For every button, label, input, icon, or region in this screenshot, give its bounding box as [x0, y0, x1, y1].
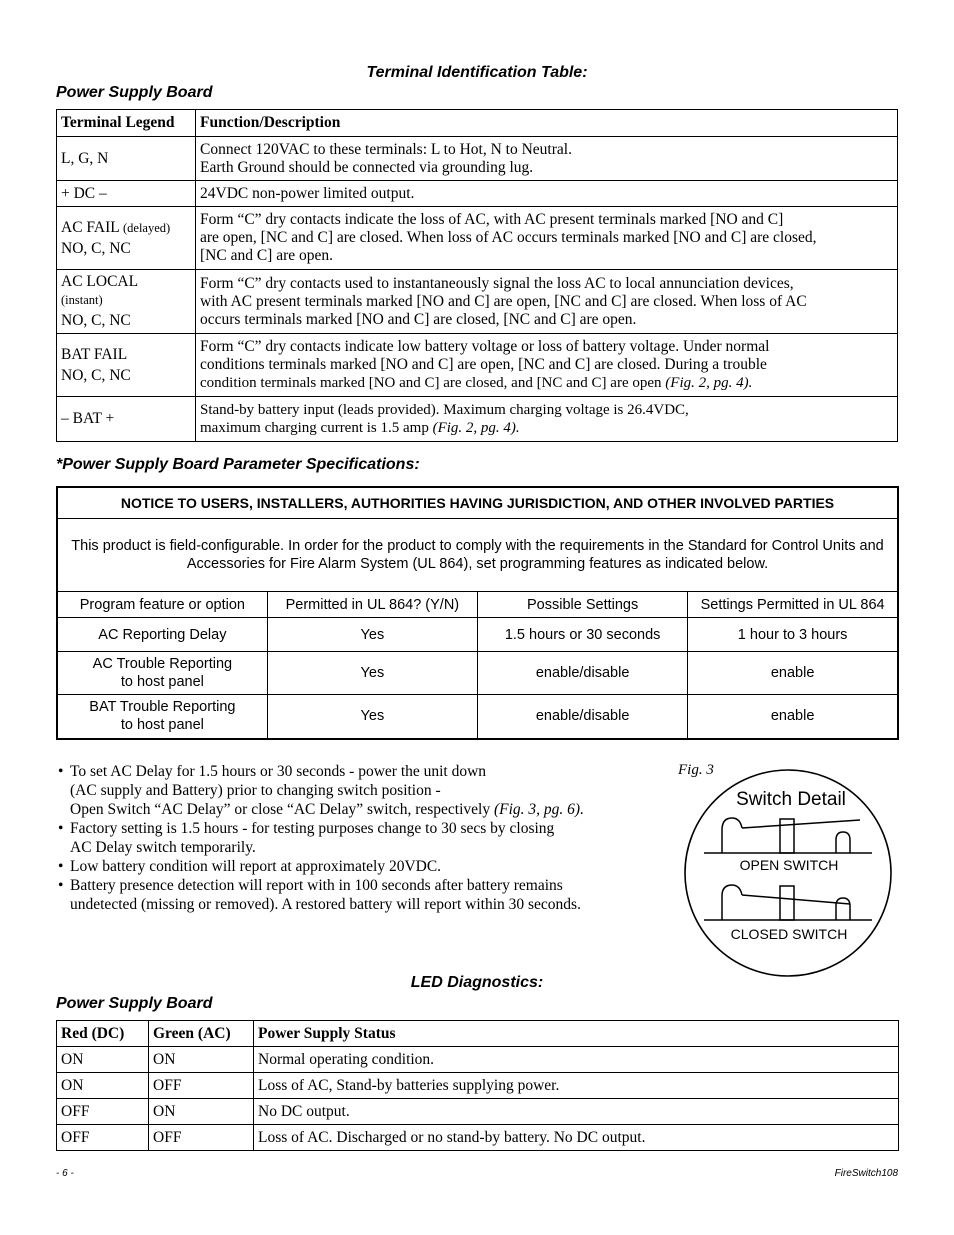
legend-cell	[57, 137, 196, 181]
green-led-cell: ON	[149, 1099, 254, 1125]
red-led-cell: OFF	[57, 1125, 149, 1151]
description-line: Form “C” dry contacts used to instantaneously signal the loss AC to local annunciation devices,	[200, 274, 794, 292]
legend-note: (delayed)	[123, 220, 171, 235]
legend-main: BAT FAIL	[61, 345, 128, 363]
list-item: • Battery presence detection will report with in 100 seconds after battery remains undetected (missing or removed). A restored battery will report within 30 seconds.	[58, 877, 581, 913]
green-led-cell: ON	[149, 1047, 254, 1073]
figure-title: Switch Detail	[736, 789, 846, 810]
led-diagnostics-table	[56, 1020, 899, 1151]
legend-cell	[57, 334, 196, 397]
legend-cell	[57, 207, 196, 270]
description-cell	[196, 181, 898, 207]
table-row	[57, 207, 898, 270]
header-status: Power Supply Status	[254, 1021, 899, 1047]
possible-cell: enable/disable	[478, 652, 688, 695]
ul-setting-cell: enable	[688, 652, 898, 695]
table-row	[57, 618, 898, 652]
table-header-row	[57, 592, 898, 618]
description-line: are open, [NC and C] are closed. When loss of AC occurs terminals marked [NO and C] are closed,	[200, 229, 817, 246]
legend-cell	[57, 181, 196, 207]
description-line: with AC present terminals marked [NO and C] are open, [NC and C] are closed. When loss of AC	[200, 292, 807, 310]
green-led-cell: OFF	[149, 1125, 254, 1151]
description-cell	[196, 207, 898, 270]
feature-cell: BAT Trouble Reporting to host panel	[57, 695, 267, 739]
legend-main: AC LOCAL	[61, 273, 139, 290]
permitted-cell: Yes	[267, 618, 477, 652]
description-cell	[196, 137, 898, 181]
header-settings-permitted: Settings Permitted in UL 864	[688, 592, 898, 618]
legend-main: – BAT +	[61, 410, 115, 427]
page-number: - 6 -	[56, 1168, 74, 1179]
possible-cell: enable/disable	[478, 695, 688, 739]
possible-cell: 1.5 hours or 30 seconds	[478, 618, 688, 652]
open-switch-label: OPEN SWITCH	[739, 857, 839, 873]
header-terminal-legend: Terminal Legend	[57, 110, 196, 137]
header-green-ac: Green (AC)	[149, 1021, 254, 1047]
terminal-table-subtitle: Power Supply Board	[56, 84, 213, 101]
feature-cell: AC Reporting Delay	[57, 618, 267, 652]
permitted-cell: Yes	[267, 652, 477, 695]
description-cell	[196, 334, 898, 397]
description-line: condition terminals marked [NO and C] are closed, and [NC and C] are open (Fig. 2, pg. 4).	[200, 375, 753, 391]
legend-note: (instant)	[61, 293, 103, 307]
header-function-description: Function/Description	[196, 110, 898, 137]
description-line: maximum charging current is 1.5 amp (Fig. 2, pg. 4).	[200, 420, 520, 436]
legend-contacts: NO, C, NC	[61, 239, 131, 257]
description-cell	[196, 270, 898, 334]
table-row	[57, 181, 898, 207]
permitted-cell: Yes	[267, 695, 477, 739]
ul-setting-cell: 1 hour to 3 hours	[688, 618, 898, 652]
table-row	[57, 270, 898, 334]
legend-main: L, G, N	[61, 149, 109, 167]
legend-contacts: NO, C, NC	[61, 366, 131, 384]
table-row	[57, 652, 898, 695]
green-led-cell: OFF	[149, 1073, 254, 1099]
led-diagnostics-subtitle: Power Supply Board	[56, 995, 213, 1012]
table-row	[57, 397, 898, 442]
list-item: • Factory setting is 1.5 hours - for testing purposes change to 30 secs by closing AC Delay switch temporarily.	[58, 820, 555, 856]
header-red-dc: Red (DC)	[57, 1021, 149, 1047]
status-cell: Normal operating condition.	[254, 1047, 899, 1073]
legend-contacts: NO, C, NC	[61, 312, 131, 329]
description-line: conditions terminals marked [NO and C] are open, [NC and C] are closed. During a trouble	[200, 356, 767, 373]
feature-cell: AC Trouble Reporting to host panel	[57, 652, 267, 695]
notice-body: This product is field-configurable. In order for the product to comply with the requirements in the Standard for Control Units and Accessories for Fire Alarm System (UL 864), set programming features as indicated below.	[57, 519, 898, 592]
header-permitted: Permitted in UL 864? (Y/N)	[267, 592, 477, 618]
description-line: 24VDC non-power limited output.	[200, 184, 415, 202]
description-line: Stand-by battery input (leads provided). Maximum charging voltage is 26.4VDC,	[200, 402, 689, 418]
header-possible-settings: Possible Settings	[478, 592, 688, 618]
table-row	[57, 1125, 899, 1151]
legend-main: AC FAIL	[61, 218, 120, 236]
description-line: Earth Ground should be connected via grounding lug.	[200, 158, 534, 176]
figure-reference: (Fig. 3, pg. 6).	[493, 801, 584, 818]
table-header-row	[57, 110, 898, 137]
figure-reference: (Fig. 2, pg. 4).	[432, 420, 520, 436]
status-cell: No DC output.	[254, 1099, 899, 1125]
notice-heading: NOTICE TO USERS, INSTALLERS, AUTHORITIES HAVING JURISDICTION, AND OTHER INVOLVED PARTIES	[57, 487, 898, 519]
switch-detail-figure	[676, 768, 898, 980]
description-line: Form “C” dry contacts indicate low battery voltage or loss of battery voltage. Under normal	[200, 338, 770, 355]
table-row	[57, 1073, 899, 1099]
table-header-row	[57, 1021, 899, 1047]
document-name: FireSwitch108	[834, 1168, 898, 1179]
description-line: Connect 120VAC to these terminals: L to Hot, N to Neutral.	[200, 140, 572, 158]
table-row	[57, 1047, 899, 1073]
description-cell	[196, 397, 898, 442]
legend-cell	[57, 270, 196, 334]
closed-switch-label: CLOSED SWITCH	[730, 926, 848, 942]
figure-reference: (Fig. 2, pg. 4).	[665, 375, 753, 391]
list-item: • Low battery condition will report at approximately 20VDC.	[58, 858, 442, 875]
description-line: [NC and C] are open.	[200, 247, 333, 264]
status-cell: Loss of AC. Discharged or no stand-by battery. No DC output.	[254, 1125, 899, 1151]
red-led-cell: ON	[57, 1073, 149, 1099]
terminal-identification-table	[56, 109, 898, 442]
figure-caption: Fig. 3	[678, 762, 714, 778]
table-row	[57, 695, 898, 739]
led-diagnostics-title: LED Diagnostics:	[410, 974, 544, 991]
table-row	[57, 334, 898, 397]
header-program-feature: Program feature or option	[57, 592, 267, 618]
legend-main: + DC –	[61, 184, 107, 202]
terminal-table-title: Terminal Identification Table:	[366, 64, 588, 81]
parameter-spec-title: *Power Supply Board Parameter Specifications:	[56, 456, 420, 473]
list-item: • To set AC Delay for 1.5 hours or 30 seconds - power the unit down (AC supply and Battery) prior to changing switch position - Open Switch “AC Delay” or close “AC Delay” switch, respectively (Fig. 3, pg. 6).	[58, 763, 584, 818]
parameter-specification-table	[56, 486, 899, 740]
description-line: Form “C” dry contacts indicate the loss of AC, with AC present terminals marked [NO and C]	[200, 211, 784, 228]
ul-setting-cell: enable	[688, 695, 898, 739]
red-led-cell: OFF	[57, 1099, 149, 1125]
table-row	[57, 1099, 899, 1125]
red-led-cell: ON	[57, 1047, 149, 1073]
status-cell: Loss of AC, Stand-by batteries supplying power.	[254, 1073, 899, 1099]
legend-cell	[57, 397, 196, 442]
table-row	[57, 137, 898, 181]
notes-list	[56, 762, 666, 914]
description-line: occurs terminals marked [NO and C] are closed, [NC and C] are open.	[200, 310, 637, 328]
